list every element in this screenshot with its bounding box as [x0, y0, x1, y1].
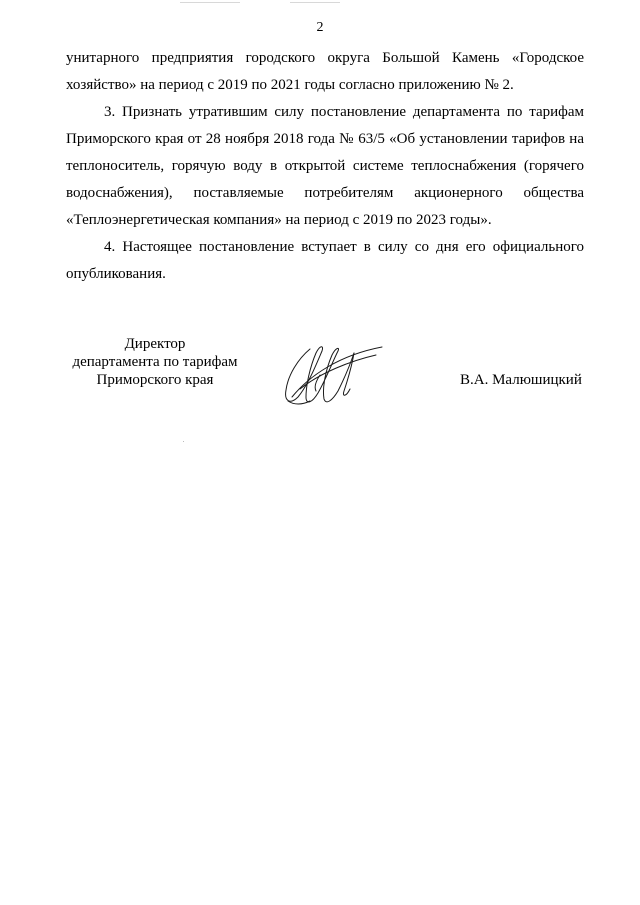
paragraph-item-3: 3. Признать утратившим силу постановление департамента по тарифам Приморского края от 28 ноября 2018 года № 63/5 «Об установлении тарифов на теплоноситель, горячую воду в открытой системе теплоснабжения (горячего водоснабжения), поставляемые потребителям акционерного общества «Теплоэнергетическая компания» на период с 2019 по 2023 годы».	[66, 104, 584, 228]
paragraph-item-4: 4. Настоящее постановление вступает в силу со дня его официального опубликования.	[66, 239, 584, 282]
paragraph-continuation: унитарного предприятия городского округа Большой Камень «Городское хозяйство» на период с 2019 по 2021 годы согласно приложению № 2.	[66, 50, 584, 93]
scan-artifact	[290, 2, 340, 3]
signatory-title-line: Приморского края	[96, 372, 214, 388]
signatory-title-line: Директор	[124, 336, 186, 352]
signatory-name: В.А. Малюшицкий	[460, 372, 582, 388]
document-body	[66, 45, 584, 288]
signatory-title	[60, 335, 250, 389]
signatory-title-line: департамента по тарифам	[72, 354, 238, 370]
signature-block	[0, 335, 640, 415]
scan-speck	[183, 441, 184, 442]
page-number: 2	[316, 20, 324, 35]
scan-artifact	[180, 2, 240, 3]
handwritten-signature	[280, 335, 390, 410]
